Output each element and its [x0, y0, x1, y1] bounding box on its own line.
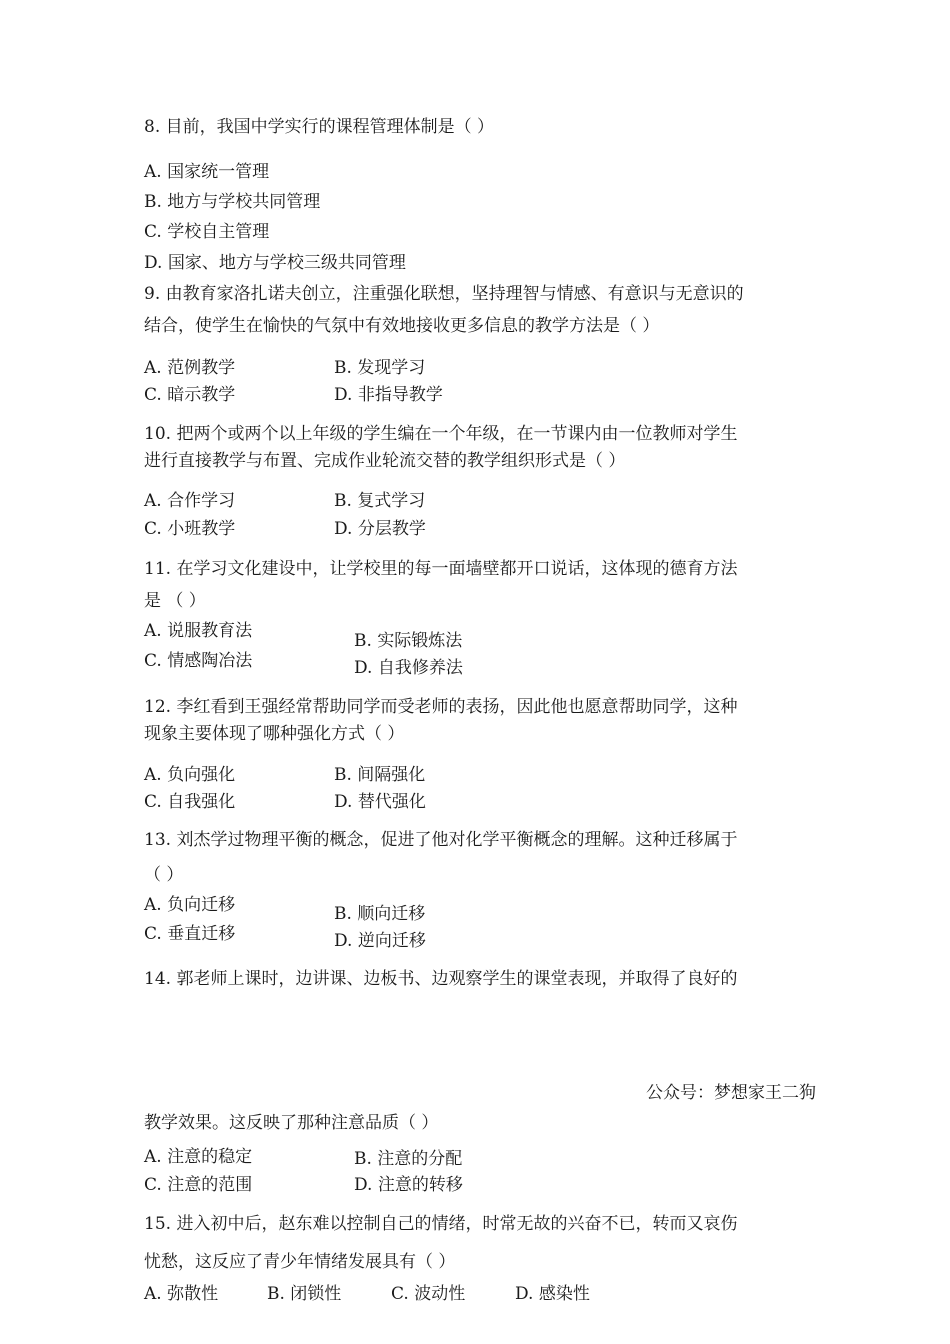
question-12-stem-line1: 12. 李红看到王强经常帮助同学而受老师的表扬，因此他也愿意帮助同学，这种 — [144, 697, 738, 717]
question-15-stem-line1: 15. 进入初中后，赵东难以控制自己的情绪，时常无故的兴奋不已，转而又哀伤 — [144, 1214, 738, 1234]
q12-option-d: D. 替代强化 — [334, 792, 426, 812]
q15-option-b: B. 闭锁性 — [267, 1284, 342, 1304]
q9-option-b: B. 发现学习 — [334, 358, 426, 378]
q14-option-d: D. 注意的转移 — [354, 1175, 463, 1195]
q14-option-b: B. 注意的分配 — [354, 1149, 463, 1169]
q14-option-a: A. 注意的稳定 — [144, 1147, 253, 1167]
q11-option-c: C. 情感陶冶法 — [144, 651, 253, 671]
question-12-stem-line2: 现象主要体现了哪种强化方式（ ） — [144, 724, 405, 744]
q15-option-d: D. 感染性 — [515, 1284, 590, 1304]
q9-option-c: C. 暗示教学 — [144, 385, 236, 405]
q11-option-d: D. 自我修养法 — [354, 658, 463, 678]
q10-option-b: B. 复式学习 — [334, 491, 426, 511]
q13-option-b: B. 顺向迁移 — [334, 904, 426, 924]
q12-option-b: B. 间隔强化 — [334, 765, 426, 785]
q8-option-d: D. 国家、地方与学校三级共同管理 — [144, 253, 406, 273]
footer-watermark: 公众号：梦想家王二狗 — [646, 1083, 816, 1103]
question-11-stem-line1: 11. 在学习文化建设中，让学校里的每一面墙壁都开口说话，这体现的德育方法 — [144, 559, 738, 579]
q13-option-c: C. 垂直迁移 — [144, 924, 236, 944]
q10-option-d: D. 分层教学 — [334, 519, 426, 539]
question-11-stem-line2: 是 （ ） — [144, 591, 206, 611]
q12-option-a: A. 负向强化 — [144, 765, 236, 785]
q13-option-a: A. 负向迁移 — [144, 895, 236, 915]
q11-option-a: A. 说服教育法 — [144, 621, 253, 641]
q13-option-d: D. 逆向迁移 — [334, 931, 426, 951]
question-10-stem-line1: 10. 把两个或两个以上年级的学生编在一个年级，在一节课内由一位教师对学生 — [144, 424, 738, 444]
q15-option-a: A. 弥散性 — [144, 1284, 219, 1304]
q11-option-b: B. 实际锻炼法 — [354, 631, 463, 651]
q10-option-a: A. 合作学习 — [144, 491, 236, 511]
question-9-stem-line2: 结合，使学生在愉快的气氛中有效地接收更多信息的教学方法是（ ） — [144, 316, 660, 336]
q8-option-b: B. 地方与学校共同管理 — [144, 192, 321, 212]
question-14-stem-line2: 教学效果。这反映了那种注意品质（ ） — [144, 1113, 439, 1133]
question-9-stem-line1: 9. 由教育家洛扎诺夫创立，注重强化联想，坚持理智与情感、有意识与无意识的 — [144, 284, 744, 304]
q9-option-d: D. 非指导教学 — [334, 385, 443, 405]
question-10-stem-line2: 进行直接教学与布置、完成作业轮流交替的教学组织形式是（ ） — [144, 451, 626, 471]
q15-option-c: C. 波动性 — [391, 1284, 466, 1304]
q9-option-a: A. 范例教学 — [144, 358, 236, 378]
q10-option-c: C. 小班教学 — [144, 519, 236, 539]
question-13-stem-line2: （ ） — [144, 865, 184, 885]
question-13-stem-line1: 13. 刘杰学过物理平衡的概念，促进了他对化学平衡概念的理解。这种迁移属于 — [144, 830, 738, 850]
q14-option-c: C. 注意的范围 — [144, 1175, 253, 1195]
question-15-stem-line2: 忧愁，这反应了青少年情绪发展具有（ ） — [144, 1252, 456, 1272]
q12-option-c: C. 自我强化 — [144, 792, 236, 812]
q8-option-c: C. 学校自主管理 — [144, 222, 270, 242]
question-8-stem: 8. 目前，我国中学实行的课程管理体制是（ ） — [144, 117, 495, 137]
q8-option-a: A. 国家统一管理 — [144, 162, 270, 182]
question-14-stem-line1: 14. 郭老师上课时，边讲课、边板书、边观察学生的课堂表现，并取得了良好的 — [144, 969, 738, 989]
